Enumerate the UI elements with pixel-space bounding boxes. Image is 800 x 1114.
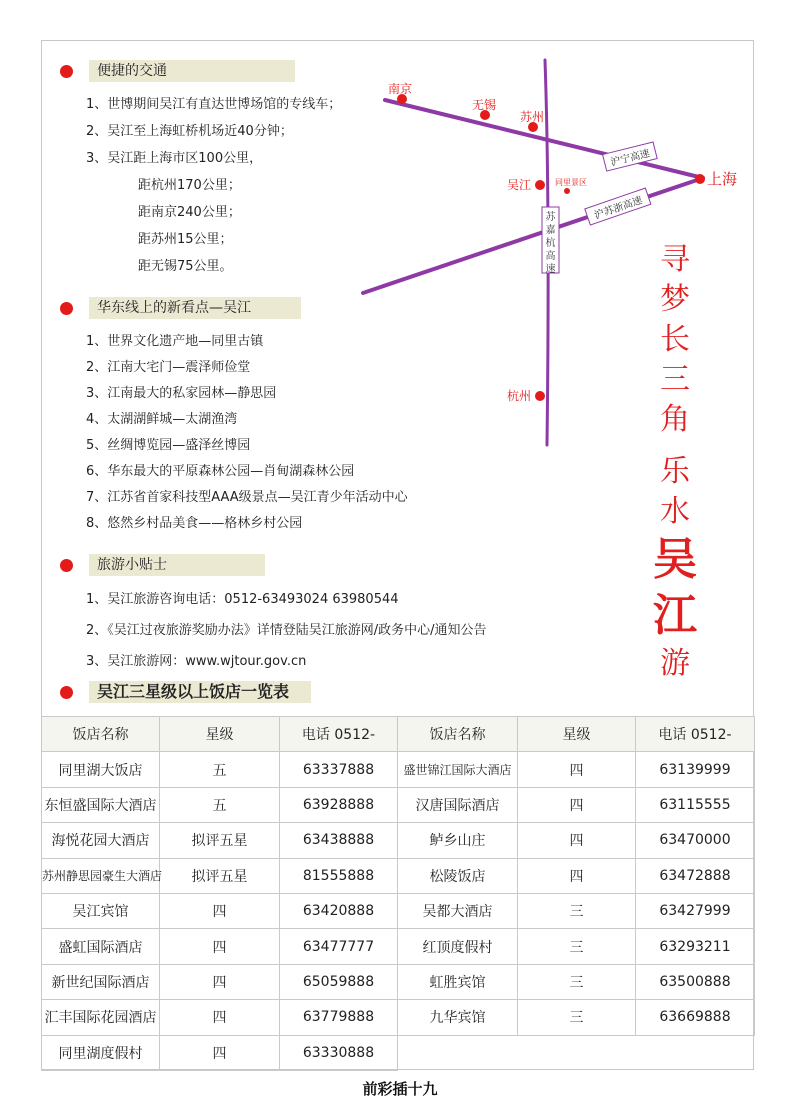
- hotel-stars: 四: [160, 893, 280, 928]
- hotel-stars: 四: [518, 787, 636, 822]
- bullet-dot-icon: [60, 559, 73, 572]
- sujiahang-label: [542, 207, 559, 275]
- table-row: [42, 858, 755, 893]
- list-item: 2、吴江至上海虹桥机场近40分钟；: [86, 124, 293, 139]
- svg-text:苏: 苏: [545, 212, 556, 223]
- hotel-stars: 四: [160, 929, 280, 964]
- hotel-stars: 四: [160, 1000, 280, 1035]
- hotel-name: 松陵饭店: [398, 858, 518, 893]
- hotel-name: 新世纪国际酒店: [42, 964, 160, 999]
- hotel-phone: 63470000: [636, 823, 755, 858]
- wujiang-marker-icon: [535, 180, 545, 190]
- hotel-stars: 三: [518, 964, 636, 999]
- hotel-stars: 三: [518, 1000, 636, 1035]
- hotel-phone: 63293211: [636, 929, 755, 964]
- table-row: [42, 787, 755, 822]
- hotel-phone: 63427999: [636, 893, 755, 928]
- svg-text:高: 高: [545, 251, 556, 262]
- hotel-stars: 四: [160, 1035, 280, 1070]
- hotel-name: 苏州静思园豪生大酒店: [42, 858, 160, 893]
- bullet-dot-icon: [60, 65, 73, 78]
- title-char: 角: [660, 402, 690, 437]
- hotel-phone: 63330888: [280, 1035, 398, 1070]
- hotel-name: 汇丰国际花园酒店: [42, 1000, 160, 1035]
- table-row: [42, 1035, 755, 1070]
- hotel-stars: 四: [160, 964, 280, 999]
- hotel-stars: 五: [160, 787, 280, 822]
- hotel-name: 东恒盛国际大酒店: [42, 787, 160, 822]
- title-char: 乐: [660, 454, 690, 489]
- list-item: 7、江苏省首家科技型AAA级景点—吴江青少年活动中心: [86, 490, 408, 505]
- bullet-dot-icon: [60, 302, 73, 315]
- title-char: 梦: [660, 282, 690, 317]
- column-header: 饭店名称: [398, 717, 518, 752]
- section-title: 便捷的交通: [89, 60, 295, 82]
- table-row: [42, 893, 755, 928]
- hotel-phone: 81555888: [280, 858, 398, 893]
- hotel-name: 吴都大酒店: [398, 893, 518, 928]
- list-item: 3、江南最大的私家园林—静思园: [86, 386, 277, 401]
- hotel-stars: 四: [518, 858, 636, 893]
- hotel-table: [41, 716, 755, 1071]
- list-item: 2、《吴江过夜旅游奖励办法》详情登陆吴江旅游网/政务中心/通知公告: [86, 623, 487, 638]
- hotel-name: 盛虹国际酒店: [42, 929, 160, 964]
- hangzhou-label: 杭州: [507, 389, 532, 403]
- table-row: [42, 964, 755, 999]
- distance-item: 距南京240公里；: [138, 205, 241, 220]
- title-char-big: 吴: [653, 534, 697, 585]
- list-item: 5、丝绸博览园—盛泽丝博园: [86, 438, 251, 453]
- list-item: 3、吴江距上海市区100公里，: [86, 151, 263, 166]
- hotel-stars: 四: [518, 823, 636, 858]
- column-header: 电话 0512-: [636, 717, 755, 752]
- hotel-stars: 五: [160, 752, 280, 787]
- list-item: 2、江南大宅门—震泽师俭堂: [86, 360, 251, 375]
- hotel-phone: 63139999: [636, 752, 755, 787]
- distance-item: 距无锡75公里。: [138, 259, 233, 274]
- nanjing-label: 南京: [388, 82, 413, 96]
- svg-text:沪苏浙高速: 沪苏浙高速: [593, 195, 644, 222]
- hotel-name: 红顶度假村: [398, 929, 518, 964]
- title-char: 三: [660, 362, 690, 397]
- suzhou-label: 苏州: [520, 110, 545, 124]
- hangzhou-marker-icon: [535, 391, 545, 401]
- table-row: [42, 823, 755, 858]
- column-header: 星级: [518, 717, 636, 752]
- hotel-phone: 63420888: [280, 893, 398, 928]
- column-header: 饭店名称: [42, 717, 160, 752]
- section-title: 华东线上的新看点—吴江: [89, 297, 301, 319]
- hotel-phone: 63337888: [280, 752, 398, 787]
- hotel-stars: 四: [518, 752, 636, 787]
- list-item: 4、太湖湖鲜城—太湖渔湾: [86, 412, 238, 427]
- hotel-stars: 拟评五星: [160, 858, 280, 893]
- hotel-name: 虹胜宾馆: [398, 964, 518, 999]
- hotel-stars: 三: [518, 893, 636, 928]
- route-map: [355, 55, 652, 450]
- hotel-phone: 63669888: [636, 1000, 755, 1035]
- column-header: 电话 0512-: [280, 717, 398, 752]
- list-item: 3、吴江旅游网：www.wjtour.gov.cn: [86, 654, 307, 669]
- hotel-stars: 三: [518, 929, 636, 964]
- svg-text:速: 速: [545, 264, 556, 275]
- empty-cell: [398, 1035, 518, 1070]
- hotel-phone: 63779888: [280, 1000, 398, 1035]
- hotel-name: 汉唐国际酒店: [398, 787, 518, 822]
- empty-cell: [636, 1035, 755, 1070]
- section-traffic-header: [60, 60, 295, 82]
- vertical-title: [640, 240, 710, 684]
- table-row: [42, 752, 755, 787]
- list-item: 1、世博期间吴江有直达世博场馆的专线车；: [86, 97, 342, 112]
- svg-text:沪宁高速: 沪宁高速: [609, 148, 652, 169]
- title-char: 寻: [660, 242, 690, 277]
- distance-item: 距杭州170公里；: [138, 178, 241, 193]
- hotel-name: 同里湖大饭店: [42, 752, 160, 787]
- table-row: [42, 929, 755, 964]
- list-item: 6、华东最大的平原森林公园—肖甸湖森林公园: [86, 464, 355, 479]
- shanghai-label: 上海: [707, 170, 738, 188]
- wuxi-label: 无锡: [472, 98, 497, 112]
- column-header: 星级: [160, 717, 280, 752]
- hotel-phone: 63928888: [280, 787, 398, 822]
- empty-cell: [518, 1035, 636, 1070]
- hotel-stars: 拟评五星: [160, 823, 280, 858]
- list-item: 1、世界文化遗产地—同里古镇: [86, 334, 264, 349]
- wujiang-label: 吴江: [507, 178, 532, 192]
- hotel-phone: 63472888: [636, 858, 755, 893]
- table-header-row: [42, 717, 755, 752]
- title-char: 水: [660, 494, 690, 529]
- hotel-name: 九华宾馆: [398, 1000, 518, 1035]
- list-item: 8、悠然乡村品美食——格林乡村公园: [86, 516, 303, 531]
- hotel-phone: 63500888: [636, 964, 755, 999]
- hotel-phone: 63115555: [636, 787, 755, 822]
- husuzhe-label: [585, 188, 651, 225]
- title-char: 长: [660, 322, 690, 357]
- distance-item: 距苏州15公里；: [138, 232, 233, 247]
- svg-text:嘉: 嘉: [545, 225, 556, 236]
- svg-text:杭: 杭: [545, 238, 556, 249]
- section-tips-header: [60, 554, 265, 576]
- page-footer: 前彩插十九: [362, 1080, 438, 1098]
- hotel-name: 吴江宾馆: [42, 893, 160, 928]
- tongli-label: 同里景区: [555, 178, 587, 187]
- hotel-phone: 65059888: [280, 964, 398, 999]
- section-hotels-header: [60, 681, 311, 703]
- section-title: 吴江三星级以上饭店一览表: [89, 681, 311, 703]
- hotel-name: 鲈乡山庄: [398, 823, 518, 858]
- section-attractions-header: [60, 297, 301, 319]
- hotel-name: 同里湖度假村: [42, 1035, 160, 1070]
- title-char-big: 江: [653, 590, 697, 641]
- shanghai-marker-icon: [695, 174, 705, 184]
- list-item: 1、吴江旅游咨询电话：0512-63493024 63980544: [86, 592, 399, 607]
- hotel-phone: 63438888: [280, 823, 398, 858]
- section-title: 旅游小贴士: [89, 554, 265, 576]
- hotel-phone: 63477777: [280, 929, 398, 964]
- tips-list: [86, 584, 487, 677]
- tongli-marker-icon: [564, 188, 570, 194]
- title-char: 游: [660, 646, 690, 681]
- hotel-name: 海悦花园大酒店: [42, 823, 160, 858]
- bullet-dot-icon: [60, 686, 73, 699]
- traffic-list: [86, 91, 341, 280]
- hotel-name: 盛世锦江国际大酒店: [398, 752, 518, 787]
- table-row: [42, 1000, 755, 1035]
